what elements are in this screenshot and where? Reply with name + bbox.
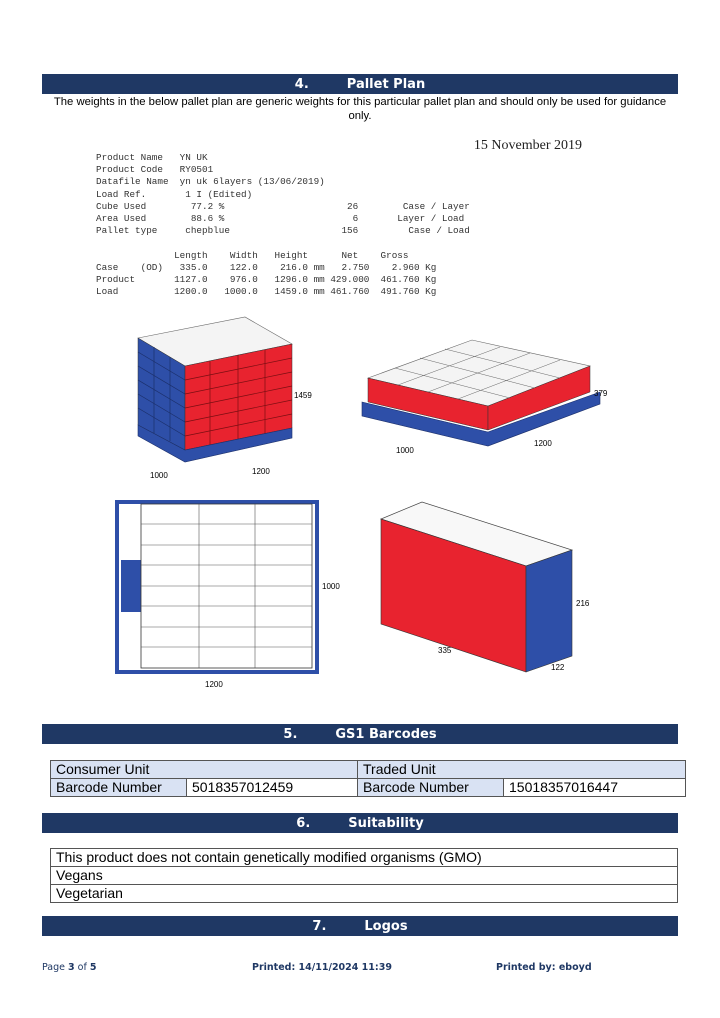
dim-case-height: 216 [576, 599, 590, 608]
consumer-barcode-value: 5018357012459 [187, 779, 358, 797]
suitability-item: Vegans [51, 867, 678, 885]
dim-layer-width: 1200 [534, 439, 552, 448]
section-header-suitability [42, 813, 678, 833]
top-view-drawing [117, 502, 340, 689]
traded-barcode-value: 15018357016447 [504, 779, 686, 797]
plan-specification-text: Product Name YN UK Product Code RY0501 Datafile Name yn uk 6layers (13/06/2019) Load Ref. 1 I (Edited) Cube Used 77.2 % 26 Case / Layer Area Used 88.6 % 6 Layer / Load Pallet type chepblue 156 Case / Load Length Width Height Net Gross Case (OD) 335.0 122.0 216.0 mm 2.750 2.960 Kg Product 1127.0 976.0 1296.0 mm 429.000 461.760 Kg Load 1200.0 1000.0 1459.0 mm 461.760 491.760 Kg [96, 152, 470, 298]
case-drawing [381, 502, 590, 672]
section-number: 7. [312, 918, 327, 934]
footer-printed-by: Printed by: eboyd [496, 962, 592, 973]
dim-case-length: 335 [438, 646, 452, 655]
section-number: 4. [294, 76, 309, 92]
section-header-logos [42, 916, 678, 936]
section-title: GS1 Barcodes [335, 726, 437, 742]
dim-full-pallet-depth: 1000 [150, 471, 168, 480]
section-header-gs1-barcodes [42, 724, 678, 744]
dim-layer-depth: 1000 [396, 446, 414, 455]
dim-top-view-bottom: 1200 [205, 680, 223, 689]
dim-layer-height: 379 [594, 389, 608, 398]
layer-drawing [362, 340, 608, 455]
dim-top-view-side: 1000 [322, 582, 340, 591]
plan-date: 15 November 2019 [473, 138, 582, 153]
full-pallet-drawing [138, 317, 312, 480]
section-number: 5. [283, 726, 298, 742]
pallet-plan-note: The weights in the below pallet plan are generic weights for this particular pallet plan and should only be used for guidance only. [53, 96, 667, 122]
section-title: Suitability [348, 815, 424, 831]
traded-unit-header: Traded Unit [358, 761, 686, 779]
section-number: 6. [296, 815, 311, 831]
consumer-unit-header: Consumer Unit [51, 761, 358, 779]
dim-case-width: 122 [551, 663, 565, 672]
section-title: Logos [364, 918, 408, 934]
dim-full-pallet-height: 1459 [294, 391, 312, 400]
suitability-item: This product does not contain genetically modified organisms (GMO) [51, 849, 678, 867]
section-title: Pallet Plan [346, 76, 426, 92]
suitability-table [50, 848, 678, 903]
suitability-item: Vegetarian [51, 885, 678, 903]
footer-printed-date: Printed: 14/11/2024 11:39 [252, 962, 392, 973]
traded-barcode-label: Barcode Number [358, 779, 504, 797]
dim-full-pallet-width: 1200 [252, 467, 270, 476]
footer-page-number: Page 3 of 5 [42, 962, 97, 973]
consumer-barcode-label: Barcode Number [51, 779, 187, 797]
barcodes-table [50, 760, 686, 797]
